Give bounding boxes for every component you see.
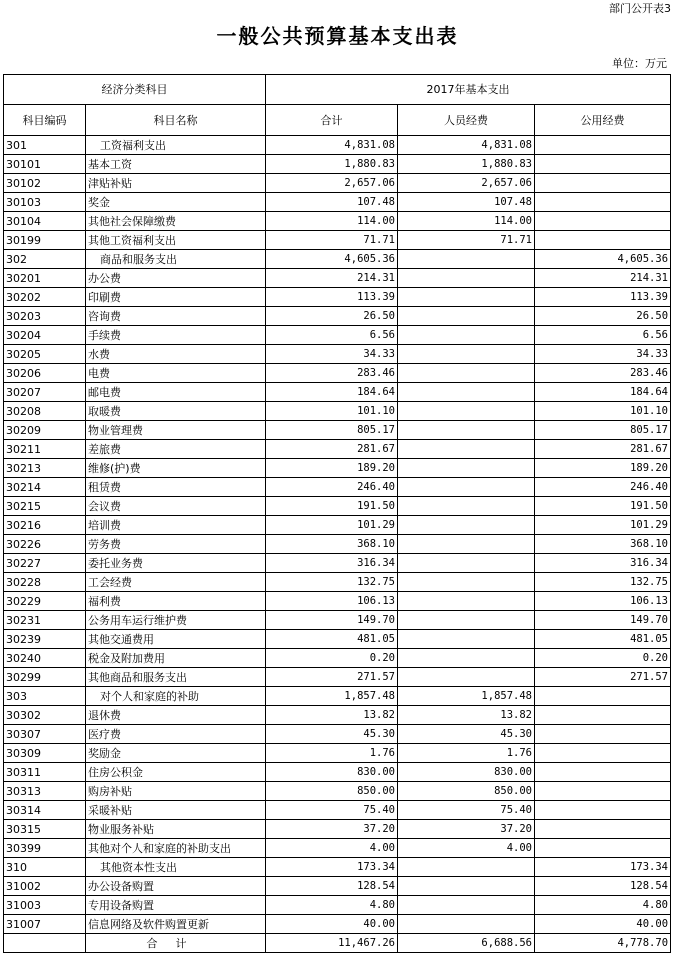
cell-public: 173.34 <box>535 858 671 877</box>
cell-public: 191.50 <box>535 497 671 516</box>
cell-public: 184.64 <box>535 383 671 402</box>
cell-code: 30399 <box>4 839 86 858</box>
table-row <box>4 858 671 877</box>
cell-total: 106.13 <box>266 592 398 611</box>
cell-name: 福利费 <box>86 592 266 611</box>
cell-code: 30240 <box>4 649 86 668</box>
cell-code: 30239 <box>4 630 86 649</box>
table-row <box>4 687 671 706</box>
cell-public: 128.54 <box>535 877 671 896</box>
cell-personnel: 1,880.83 <box>398 155 535 174</box>
cell-name: 委托业务费 <box>86 554 266 573</box>
cell-code: 31003 <box>4 896 86 915</box>
cell-public: 40.00 <box>535 915 671 934</box>
cell-code: 30199 <box>4 231 86 250</box>
cell-code: 30204 <box>4 326 86 345</box>
cell-personnel <box>398 269 535 288</box>
cell-public <box>535 801 671 820</box>
cell-public: 281.67 <box>535 440 671 459</box>
cell-code: 30302 <box>4 706 86 725</box>
cell-total: 75.40 <box>266 801 398 820</box>
cell-total: 0.20 <box>266 649 398 668</box>
cell-public <box>535 212 671 231</box>
cell-total: 128.54 <box>266 877 398 896</box>
cell-public <box>535 782 671 801</box>
cell-public: 214.31 <box>535 269 671 288</box>
cell-name: 维修(护)费 <box>86 459 266 478</box>
table-row <box>4 497 671 516</box>
table-row <box>4 649 671 668</box>
cell-code: 30227 <box>4 554 86 573</box>
cell-name: 工资福利支出 <box>86 136 266 155</box>
cell-code: 30213 <box>4 459 86 478</box>
cell-personnel <box>398 554 535 573</box>
cell-name: 差旅费 <box>86 440 266 459</box>
cell-public: 101.29 <box>535 516 671 535</box>
cell-total: 481.05 <box>266 630 398 649</box>
cell-public <box>535 706 671 725</box>
cell-personnel: 4,831.08 <box>398 136 535 155</box>
header-row-2 <box>4 105 671 136</box>
cell-name: 工会经费 <box>86 573 266 592</box>
cell-code: 30299 <box>4 668 86 687</box>
table-row <box>4 326 671 345</box>
cell-code: 310 <box>4 858 86 877</box>
cell-public <box>535 763 671 782</box>
cell-name: 基本工资 <box>86 155 266 174</box>
cell-public: 132.75 <box>535 573 671 592</box>
cell-code: 30311 <box>4 763 86 782</box>
table-row <box>4 174 671 193</box>
table-row <box>4 307 671 326</box>
cell-personnel <box>398 459 535 478</box>
cell-code: 30211 <box>4 440 86 459</box>
cell-public: 149.70 <box>535 611 671 630</box>
cell-public: 189.20 <box>535 459 671 478</box>
cell-name: 其他交通费用 <box>86 630 266 649</box>
cell-name: 税金及附加费用 <box>86 649 266 668</box>
cell-total: 13.82 <box>266 706 398 725</box>
cell-code: 30307 <box>4 725 86 744</box>
table-row <box>4 782 671 801</box>
cell-code: 301 <box>4 136 86 155</box>
cell-personnel: 2,657.06 <box>398 174 535 193</box>
header-name: 科目名称 <box>86 105 266 136</box>
cell-public <box>535 839 671 858</box>
cell-code: 30203 <box>4 307 86 326</box>
cell-total: 1.76 <box>266 744 398 763</box>
cell-code: 30215 <box>4 497 86 516</box>
table-row <box>4 250 671 269</box>
cell-total: 101.10 <box>266 402 398 421</box>
header-total: 合计 <box>266 105 398 136</box>
cell-public <box>535 231 671 250</box>
cell-name: 租赁费 <box>86 478 266 497</box>
cell-code: 30313 <box>4 782 86 801</box>
cell-name: 采暖补贴 <box>86 801 266 820</box>
cell-public <box>535 725 671 744</box>
cell-total: 45.30 <box>266 725 398 744</box>
cell-name: 物业管理费 <box>86 421 266 440</box>
cell-total: 114.00 <box>266 212 398 231</box>
header-public: 公用经费 <box>535 105 671 136</box>
cell-total: 189.20 <box>266 459 398 478</box>
cell-total: 6.56 <box>266 326 398 345</box>
cell-personnel: 114.00 <box>398 212 535 231</box>
table-row <box>4 155 671 174</box>
table-row <box>4 611 671 630</box>
unit-label: 单位：万元 <box>612 57 667 70</box>
cell-name: 专用设备购置 <box>86 896 266 915</box>
cell-name: 公务用车运行维护费 <box>86 611 266 630</box>
cell-personnel <box>398 402 535 421</box>
cell-name: 信息网络及软件购置更新 <box>86 915 266 934</box>
cell-name: 其他对个人和家庭的补助支出 <box>86 839 266 858</box>
cell-public: 4,605.36 <box>535 250 671 269</box>
cell-total: 26.50 <box>266 307 398 326</box>
cell-name: 物业服务补贴 <box>86 820 266 839</box>
cell-personnel <box>398 250 535 269</box>
cell-code: 30228 <box>4 573 86 592</box>
cell-name: 奖金 <box>86 193 266 212</box>
cell-code: 30104 <box>4 212 86 231</box>
cell-code: 30309 <box>4 744 86 763</box>
cell-name: 办公设备购置 <box>86 877 266 896</box>
total-row <box>4 934 671 953</box>
cell-personnel: 6,688.56 <box>398 934 535 953</box>
cell-code: 30226 <box>4 535 86 554</box>
cell-name: 邮电费 <box>86 383 266 402</box>
cell-total: 281.67 <box>266 440 398 459</box>
cell-personnel <box>398 364 535 383</box>
cell-personnel: 37.20 <box>398 820 535 839</box>
table-row <box>4 535 671 554</box>
cell-total: 113.39 <box>266 288 398 307</box>
cell-public: 4.80 <box>535 896 671 915</box>
cell-total: 1,880.83 <box>266 155 398 174</box>
cell-personnel <box>398 877 535 896</box>
cell-code: 30216 <box>4 516 86 535</box>
cell-name: 其他资本性支出 <box>86 858 266 877</box>
cell-personnel <box>398 497 535 516</box>
header-row-1 <box>4 75 671 105</box>
cell-personnel <box>398 573 535 592</box>
cell-total: 316.34 <box>266 554 398 573</box>
cell-total: 101.29 <box>266 516 398 535</box>
cell-personnel: 13.82 <box>398 706 535 725</box>
cell-name: 印刷费 <box>86 288 266 307</box>
cell-code: 30209 <box>4 421 86 440</box>
cell-total: 4.00 <box>266 839 398 858</box>
cell-public <box>535 155 671 174</box>
cell-name: 购房补贴 <box>86 782 266 801</box>
cell-code: 30214 <box>4 478 86 497</box>
cell-code: 30231 <box>4 611 86 630</box>
cell-public: 283.46 <box>535 364 671 383</box>
table-row <box>4 421 671 440</box>
cell-total: 1,857.48 <box>266 687 398 706</box>
cell-total: 173.34 <box>266 858 398 877</box>
cell-personnel: 71.71 <box>398 231 535 250</box>
table-row <box>4 269 671 288</box>
cell-code: 302 <box>4 250 86 269</box>
table-row <box>4 554 671 573</box>
table-row <box>4 896 671 915</box>
table-row <box>4 573 671 592</box>
table-row <box>4 763 671 782</box>
cell-name: 住房公积金 <box>86 763 266 782</box>
cell-personnel: 107.48 <box>398 193 535 212</box>
table-row <box>4 630 671 649</box>
page-title: 一般公共预算基本支出表 <box>216 24 459 48</box>
cell-public: 6.56 <box>535 326 671 345</box>
cell-code: 30315 <box>4 820 86 839</box>
document-tag: 部门公开表3 <box>609 2 671 15</box>
cell-public <box>535 687 671 706</box>
cell-code: 303 <box>4 687 86 706</box>
table-row <box>4 744 671 763</box>
cell-name: 水费 <box>86 345 266 364</box>
header-code: 科目编码 <box>4 105 86 136</box>
cell-code: 30205 <box>4 345 86 364</box>
table-row <box>4 516 671 535</box>
cell-total: 4,605.36 <box>266 250 398 269</box>
cell-public: 26.50 <box>535 307 671 326</box>
cell-personnel <box>398 896 535 915</box>
cell-total: 271.57 <box>266 668 398 687</box>
table-row <box>4 364 671 383</box>
cell-public: 34.33 <box>535 345 671 364</box>
cell-personnel <box>398 440 535 459</box>
cell-total: 830.00 <box>266 763 398 782</box>
cell-code: 30208 <box>4 402 86 421</box>
cell-public: 481.05 <box>535 630 671 649</box>
cell-name: 手续费 <box>86 326 266 345</box>
cell-public <box>535 193 671 212</box>
cell-name: 津贴补贴 <box>86 174 266 193</box>
cell-total: 246.40 <box>266 478 398 497</box>
cell-total: 283.46 <box>266 364 398 383</box>
cell-total: 850.00 <box>266 782 398 801</box>
cell-code: 31002 <box>4 877 86 896</box>
table-row <box>4 820 671 839</box>
cell-name: 其他社会保障缴费 <box>86 212 266 231</box>
cell-personnel <box>398 345 535 364</box>
cell-public <box>535 744 671 763</box>
cell-personnel: 1,857.48 <box>398 687 535 706</box>
cell-public: 368.10 <box>535 535 671 554</box>
table-row <box>4 459 671 478</box>
cell-personnel <box>398 383 535 402</box>
cell-personnel: 830.00 <box>398 763 535 782</box>
cell-total: 184.64 <box>266 383 398 402</box>
cell-personnel <box>398 307 535 326</box>
cell-personnel <box>398 326 535 345</box>
table-row <box>4 288 671 307</box>
cell-personnel <box>398 649 535 668</box>
cell-total: 2,657.06 <box>266 174 398 193</box>
cell-public: 316.34 <box>535 554 671 573</box>
cell-personnel <box>398 858 535 877</box>
cell-public: 805.17 <box>535 421 671 440</box>
table-row <box>4 839 671 858</box>
cell-personnel: 850.00 <box>398 782 535 801</box>
cell-personnel <box>398 288 535 307</box>
cell-personnel <box>398 611 535 630</box>
cell-personnel <box>398 592 535 611</box>
cell-personnel <box>398 630 535 649</box>
table-row <box>4 193 671 212</box>
cell-name: 商品和服务支出 <box>86 250 266 269</box>
table-row <box>4 877 671 896</box>
cell-code: 30102 <box>4 174 86 193</box>
table-row <box>4 402 671 421</box>
cell-public: 101.10 <box>535 402 671 421</box>
header-personnel: 人员经费 <box>398 105 535 136</box>
cell-total: 37.20 <box>266 820 398 839</box>
table-row <box>4 478 671 497</box>
cell-total: 149.70 <box>266 611 398 630</box>
cell-name: 办公费 <box>86 269 266 288</box>
table-row <box>4 345 671 364</box>
cell-total: 107.48 <box>266 193 398 212</box>
cell-name: 电费 <box>86 364 266 383</box>
cell-personnel <box>398 668 535 687</box>
cell-name: 退休费 <box>86 706 266 725</box>
cell-name: 取暖费 <box>86 402 266 421</box>
cell-code: 30101 <box>4 155 86 174</box>
cell-code: 30201 <box>4 269 86 288</box>
cell-public: 113.39 <box>535 288 671 307</box>
budget-table <box>3 74 671 953</box>
cell-total: 4,831.08 <box>266 136 398 155</box>
table-row <box>4 725 671 744</box>
cell-public: 271.57 <box>535 668 671 687</box>
cell-code: 30103 <box>4 193 86 212</box>
header-budget: 2017年基本支出 <box>266 75 671 105</box>
cell-public: 106.13 <box>535 592 671 611</box>
cell-code: 31007 <box>4 915 86 934</box>
cell-personnel: 75.40 <box>398 801 535 820</box>
cell-name: 劳务费 <box>86 535 266 554</box>
cell-total: 11,467.26 <box>266 934 398 953</box>
table-row <box>4 136 671 155</box>
cell-total: 34.33 <box>266 345 398 364</box>
cell-total: 805.17 <box>266 421 398 440</box>
cell-personnel: 1.76 <box>398 744 535 763</box>
header-classification: 经济分类科目 <box>4 75 266 105</box>
table-row <box>4 706 671 725</box>
cell-personnel <box>398 478 535 497</box>
cell-name: 其他商品和服务支出 <box>86 668 266 687</box>
cell-name: 其他工资福利支出 <box>86 231 266 250</box>
cell-code <box>4 934 86 953</box>
cell-name: 合计 <box>86 934 266 953</box>
table-row <box>4 668 671 687</box>
cell-total: 214.31 <box>266 269 398 288</box>
table-row <box>4 212 671 231</box>
cell-name: 会议费 <box>86 497 266 516</box>
cell-name: 咨询费 <box>86 307 266 326</box>
table-row <box>4 592 671 611</box>
table-row <box>4 383 671 402</box>
cell-personnel <box>398 915 535 934</box>
cell-public: 246.40 <box>535 478 671 497</box>
cell-code: 30314 <box>4 801 86 820</box>
cell-code: 30229 <box>4 592 86 611</box>
cell-total: 4.80 <box>266 896 398 915</box>
cell-total: 368.10 <box>266 535 398 554</box>
cell-total: 40.00 <box>266 915 398 934</box>
cell-code: 30207 <box>4 383 86 402</box>
cell-name: 对个人和家庭的补助 <box>86 687 266 706</box>
cell-personnel <box>398 535 535 554</box>
cell-total: 71.71 <box>266 231 398 250</box>
cell-personnel <box>398 516 535 535</box>
cell-name: 奖励金 <box>86 744 266 763</box>
cell-personnel: 45.30 <box>398 725 535 744</box>
cell-code: 30202 <box>4 288 86 307</box>
cell-public <box>535 174 671 193</box>
cell-public: 4,778.70 <box>535 934 671 953</box>
cell-public: 0.20 <box>535 649 671 668</box>
cell-total: 132.75 <box>266 573 398 592</box>
cell-public <box>535 820 671 839</box>
table-row <box>4 915 671 934</box>
table-row <box>4 440 671 459</box>
cell-name: 医疗费 <box>86 725 266 744</box>
cell-total: 191.50 <box>266 497 398 516</box>
cell-name: 培训费 <box>86 516 266 535</box>
cell-code: 30206 <box>4 364 86 383</box>
cell-personnel <box>398 421 535 440</box>
cell-public <box>535 136 671 155</box>
table-row <box>4 801 671 820</box>
cell-personnel: 4.00 <box>398 839 535 858</box>
table-row <box>4 231 671 250</box>
